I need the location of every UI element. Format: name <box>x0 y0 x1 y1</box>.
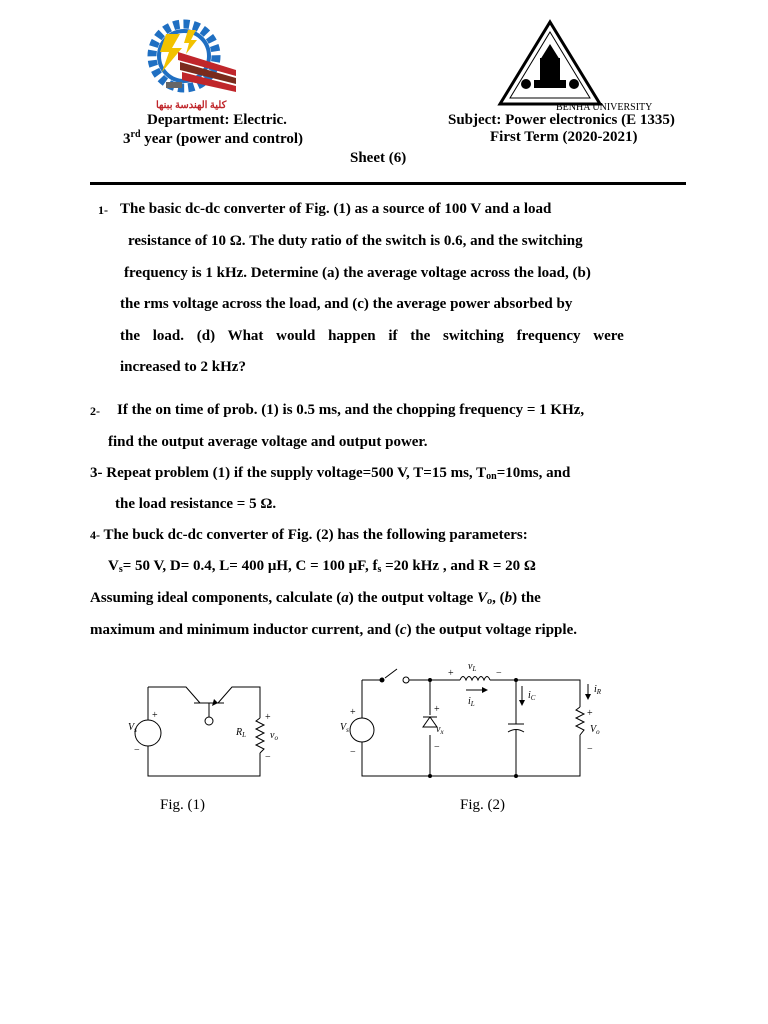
fig2-output-minus: − <box>587 744 593 755</box>
fig1-source-plus: + <box>152 710 158 721</box>
fig1-source-minus: − <box>134 745 140 756</box>
fig1-vs-label: $V_s$ <box>128 722 137 734</box>
fig2-source-minus: − <box>350 747 356 758</box>
faculty-logo <box>136 12 244 112</box>
fig1-output-plus: + <box>265 712 271 723</box>
problem-2-number: 2- <box>90 404 100 418</box>
problem-1-line-1: The basic dc-dc converter of Fig. (1) as a source of 100 V and a load <box>120 201 552 217</box>
figure-1-circuit <box>110 670 300 785</box>
figure-2-caption: Fig. (2) <box>460 797 505 813</box>
fig2-ir-label: $i_R$ <box>594 684 602 696</box>
subject-label: Subject: Power electronics (E 1335) <box>448 112 675 128</box>
problem-4-line-4: maximum and minimum inductor current, and (c) the output voltage ripple. <box>90 622 577 638</box>
faculty-logo-text: كلية الهندسة ببنها <box>156 100 227 111</box>
year-label: 3rd year (power and control) <box>123 129 303 147</box>
header-divider <box>90 182 686 185</box>
fig2-vs-label: $V_s$ <box>340 722 349 734</box>
fig2-output-plus: + <box>587 708 593 719</box>
problem-3-line-1: 3- Repeat problem (1) if the supply voltage=500 V, T=15 ms, $T_{on}=10ms$, and <box>90 465 571 482</box>
fig2-inductor-plus: + <box>448 668 454 679</box>
problem-4-line-3: Assuming ideal components, calculate (a) the output voltage $V_o$, (b) the <box>90 590 541 607</box>
department-label: Department: Electric. <box>147 112 287 128</box>
problem-1-line-5: the load. (d) What would happen if the switching frequency were <box>120 328 624 344</box>
problem-4-line-1: 4- The buck dc-dc converter of Fig. (2) has the following parameters: <box>90 527 528 543</box>
figure-2-circuit <box>330 660 610 785</box>
problem-4-parameters: $V_s= 50$ V, D= 0.4, L= 400 μH, C = 100 μF, $f_s =20$ kHz , and R = 20 Ω <box>108 558 536 575</box>
problem-1-line-6: increased to 2 kHz? <box>120 359 246 375</box>
figure-1-caption: Fig. (1) <box>160 797 205 813</box>
problem-1-line-3: frequency is 1 kHz. Determine (a) the average voltage across the load, (b) <box>124 265 591 281</box>
sheet-title: Sheet (6) <box>350 150 407 166</box>
problem-1-line-2: resistance of 10 Ω. The duty ratio of the switch is 0.6, and the switching <box>128 233 583 249</box>
problem-1-number: 1- <box>98 203 108 217</box>
problem-1-line-4: the rms voltage across the load, and (c) the average power absorbed by <box>120 296 573 312</box>
fig2-source-plus: + <box>350 707 356 718</box>
problem-2-line-1: If the on time of prob. (1) is 0.5 ms, and the chopping frequency = 1 KHz, <box>117 402 585 418</box>
problem-3-line-2: the load resistance = 5 Ω. <box>115 496 277 512</box>
fig2-vl-label: $v_L$ <box>468 661 477 673</box>
university-logo <box>496 18 653 113</box>
fig1-rl-label: $R_L$ <box>236 727 247 739</box>
fig2-ic-label: $i_C$ <box>528 690 536 702</box>
fig1-output-minus: − <box>265 752 271 763</box>
fig2-vx-label: $v_x$ <box>436 724 444 736</box>
fig2-il-label: $i_L$ <box>468 696 475 708</box>
fig2-inductor-minus: − <box>496 668 502 679</box>
fig2-diode-plus: + <box>434 704 440 715</box>
problem-2-line-2: find the output average voltage and output power. <box>108 434 428 450</box>
fig2-diode-minus: − <box>434 742 440 753</box>
fig2-vo-label: $V_o$ <box>590 724 600 736</box>
term-label: First Term (2020-2021) <box>490 129 638 145</box>
fig1-vo-label: $v_o$ <box>270 730 278 742</box>
university-logo-text: BENHA UNIVERSITY <box>556 102 653 113</box>
